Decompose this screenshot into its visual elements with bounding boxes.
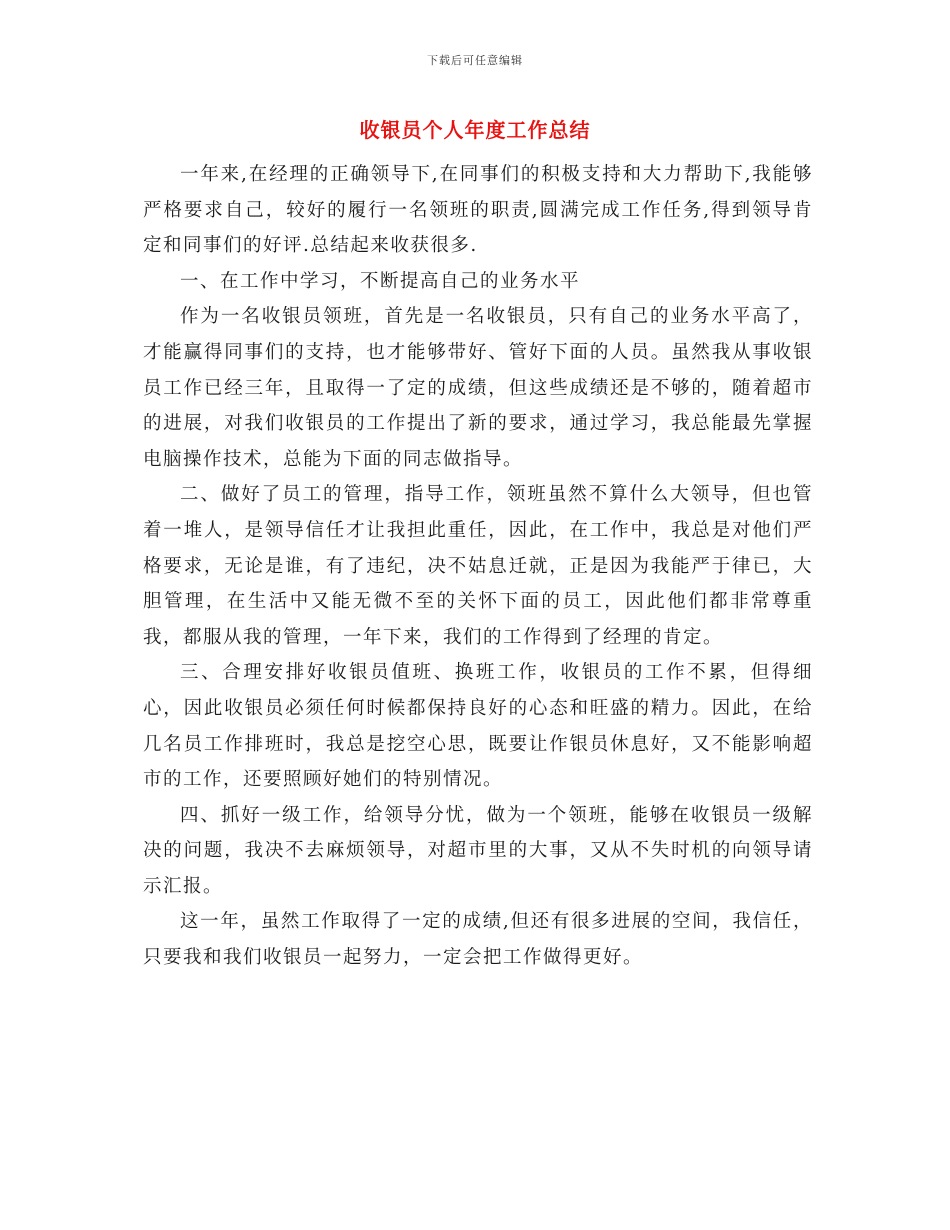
paragraph-intro: 一年来,在经理的正确领导下,在同事们的积极支持和大力帮助下,我能够严格要求自己，较好的履行一名领班的职责,圆满完成工作任务,得到领导肯定和同事们的好评.总结起来收获很多. [143,164,813,257]
paragraph-section-4: 四、抓好一级工作，给领导分忧，做为一个领班，能够在收银员一级解决的问题，我决不去麻烦领导，对超市里的大事，又从不失时机的向领导请示汇报。 [143,804,813,897]
paragraph-section-3: 三、合理安排好收银员值班、换班工作，收银员的工作不累，但得细心，因此收银员必须任何时候都保持良好的心态和旺盛的精力。因此，在给几名员工作排班时，我总是挖空心思，既要让作银员休息好，又不能影响超市的工作，还要照顾好她们的特别情况。 [143,662,813,791]
header-note: 下载后可任意编辑 [427,54,523,67]
document-body [143,157,813,976]
section-heading-1: 一、在工作中学习，不断提高自己的业务水平 [180,270,581,292]
paragraph-section-1: 作为一名收银员领班，首先是一名收银员，只有自己的业务水平高了，才能赢得同事们的支持，也才能够带好、管好下面的人员。虽然我从事收银员工作已经三年，且取得一了定的成绩，但这些成绩还是不够的，随着超市的进展，对我们收银员的工作提出了新的要求，通过学习，我总能最先掌握电脑操作技术，总能为下面的同志做指导。 [143,306,813,470]
paragraph-conclusion: 这一年，虽然工作取得了一定的成绩,但还有很多进展的空间，我信任，只要我和我们收银员一起努力，一定会把工作做得更好。 [143,911,813,969]
paragraph-section-2: 二、做好了员工的管理，指导工作，领班虽然不算什么大领导，但也管着一堆人，是领导信任才让我担此重任，因此，在工作中，我总是对他们严格要求，无论是谁，有了违纪，决不姑息迁就，正是因为我能严于律已，大胆管理，在生活中又能无微不至的关怀下面的员工，因此他们都非常尊重我，都服从我的管理，一年下来，我们的工作得到了经理的肯定。 [143,484,813,648]
document-title: 收银员个人年度工作总结 [359,118,591,142]
